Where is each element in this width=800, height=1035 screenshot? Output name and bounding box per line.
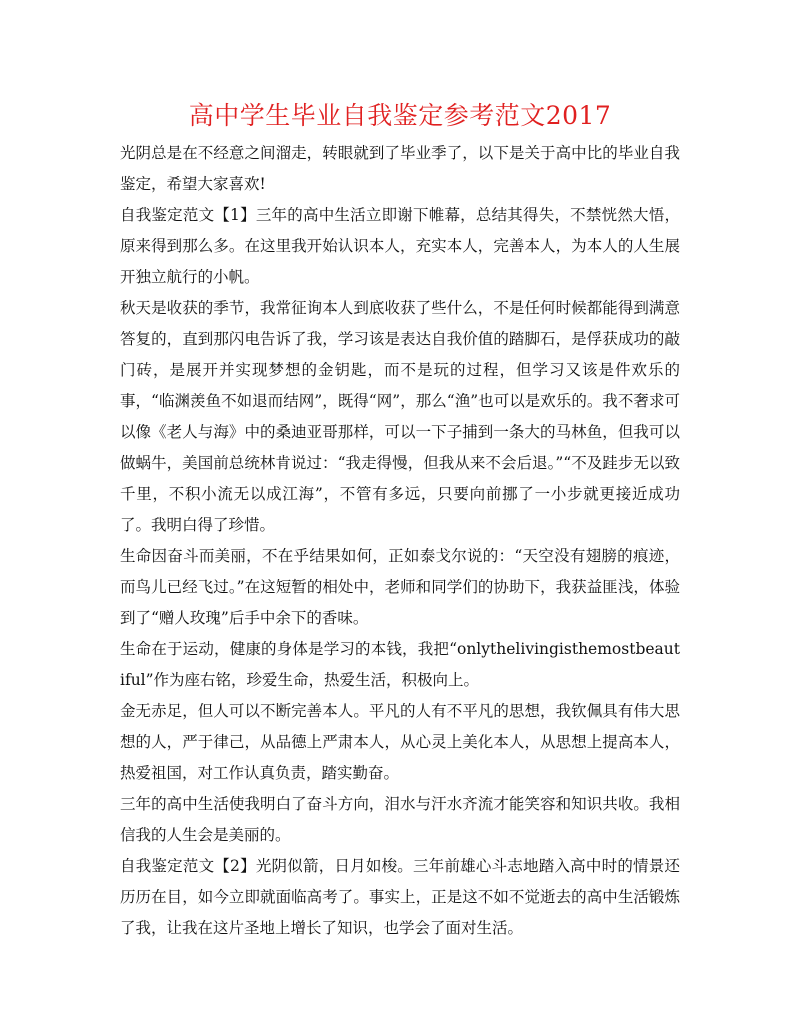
paragraph-health: 生命在于运动，健康的身体是学习的本钱，我把“onlythelivingisthemostbeautiful”作为座右铭，珍爱生命，热爱生活，积极向上。 [120,640,680,689]
document-title: 高中学生毕业自我鉴定参考范文2017 [188,101,612,130]
document-body [120,138,680,944]
paragraph-sample-1: 自我鉴定范文【1】三年的高中生活立即谢下帷幕，总结其得失，不禁恍然大悟，原来得到那么多。在这里我开始认识本人，充实本人，完善本人，为本人的人生展开独立航行的小帆。 [120,206,680,286]
paragraph-sample-2: 自我鉴定范文【2】光阴似箭，日月如梭。三年前雄心斗志地踏入高中时的情景还历历在目，如今立即就面临高考了。事实上，正是这不如不觉逝去的高中生活锻炼了我，让我在这片圣地上增长了知识，也学会了面对生活。 [120,857,680,937]
paragraph-life-struggle: 生命因奋斗而美丽，不在乎结果如何，正如泰戈尔说的：“天空没有翅膀的痕迹，而鸟儿已经飞过。”在这短暂的相处中，老师和同学们的协助下，我获益匪浅，体验到了“赠人玫瑰”后手中余下的香味。 [120,547,680,627]
paragraph-three-years: 三年的高中生活使我明白了奋斗方向，泪水与汗水齐流才能笑容和知识共收。我相信我的人生会是美丽的。 [120,795,680,844]
paragraph-intro: 光阴总是在不经意之间溜走，转眼就到了毕业季了，以下是关于高中比的毕业自我鉴定，希望大家喜欢! [120,144,680,193]
paragraph-autumn: 秋天是收获的季节，我常征询本人到底收获了些什么，不是任何时候都能得到满意答复的，直到那闪电告诉了我，学习该是表达自我价值的踏脚石，是俘获成功的敲门砖，是展开并实现梦想的金钥匙，而不是玩的过程，但学习又该是件欢乐的事，“临渊羡鱼不如退而结网”，既得“网”，那么“渔”也可以是欢乐的。我不奢求可以像《老人与海》中的桑迪亚哥那样，可以一下子捕到一条大的马林鱼，但我可以做蜗牛，美国前总统林肯说过：“我走得慢，但我从来不会后退。”“不及跬步无以致千里，不积小流无以成江海”，不管有多远，只要向前挪了一小步就更接近成功了。我明白得了珍惜。 [120,299,680,534]
paragraph-self-improvement: 金无赤足，但人可以不断完善本人。平凡的人有不平凡的思想，我钦佩具有伟大思想的人，严于律己，从品德上严肃本人，从心灵上美化本人，从思想上提高本人，热爱祖国，对工作认真负责，踏实勤奋。 [120,702,680,782]
